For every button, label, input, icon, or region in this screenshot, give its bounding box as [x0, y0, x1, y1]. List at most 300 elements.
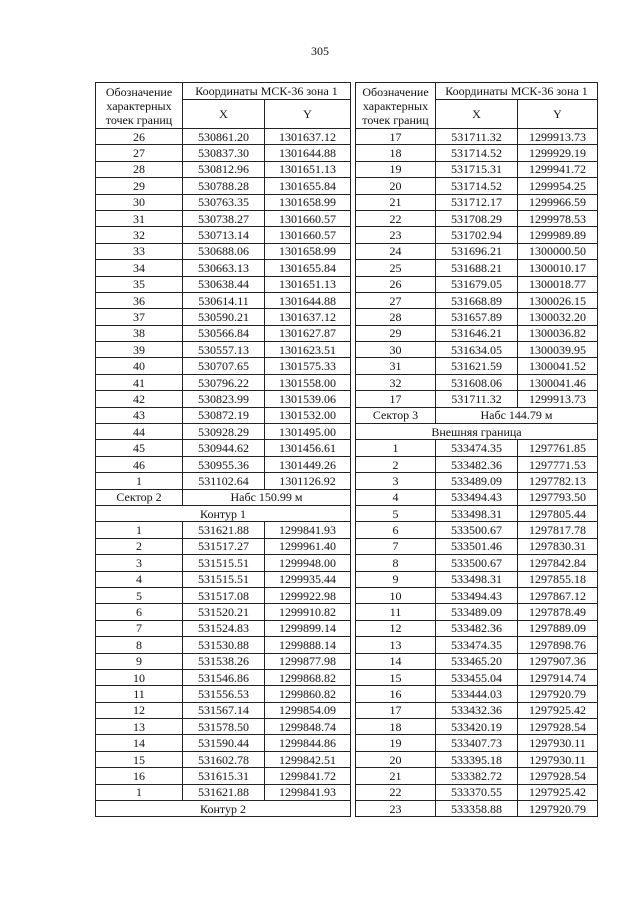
coord-x: 531657.89	[436, 309, 518, 325]
table-row	[356, 686, 598, 702]
coord-y: 1301495.00	[265, 424, 351, 440]
table-row	[96, 260, 351, 276]
header-designation: Обозначение характерных точек границ	[96, 83, 183, 129]
table-row	[96, 571, 351, 587]
point-number: 21	[356, 194, 436, 210]
coord-x: 530713.14	[183, 227, 265, 243]
point-number: 3	[356, 473, 436, 489]
coord-x: 531602.78	[183, 751, 265, 767]
coord-y: 1297855.18	[518, 571, 598, 587]
coord-x: 530928.29	[183, 424, 265, 440]
sector-label: Сектор 2	[96, 489, 183, 505]
sector-row	[96, 489, 351, 505]
sector-area: Набс 144.79 м	[436, 407, 598, 423]
point-number: 22	[356, 210, 436, 226]
coord-x: 531524.83	[183, 620, 265, 636]
coord-x: 530566.84	[183, 325, 265, 341]
coord-y: 1299913.73	[518, 129, 598, 145]
table-row	[96, 587, 351, 603]
table-body-left	[96, 129, 351, 817]
table-row	[356, 210, 598, 226]
coord-y: 1301644.88	[265, 292, 351, 308]
point-number: 6	[96, 604, 183, 620]
coord-x: 533494.43	[436, 587, 518, 603]
coord-y: 1299899.14	[265, 620, 351, 636]
coord-y: 1297771.53	[518, 456, 598, 472]
table-row	[356, 768, 598, 784]
coord-x: 533474.35	[436, 440, 518, 456]
point-number: 29	[356, 325, 436, 341]
table-row	[96, 702, 351, 718]
coord-y: 1300026.15	[518, 292, 598, 308]
table-row	[356, 276, 598, 292]
coord-x: 530663.13	[183, 260, 265, 276]
table-row	[96, 194, 351, 210]
table-row	[356, 505, 598, 521]
point-number: 45	[96, 440, 183, 456]
sector-label: Сектор 3	[356, 407, 436, 423]
table-row	[356, 145, 598, 161]
coord-x: 531517.08	[183, 587, 265, 603]
coord-y: 1301660.57	[265, 210, 351, 226]
point-number: 31	[356, 358, 436, 374]
point-number: 1	[96, 473, 183, 489]
coord-x: 531102.64	[183, 473, 265, 489]
coord-x: 533358.88	[436, 801, 518, 817]
point-number: 42	[96, 391, 183, 407]
coord-x: 533370.55	[436, 784, 518, 800]
coord-x: 531615.31	[183, 768, 265, 784]
coord-y: 1297907.36	[518, 653, 598, 669]
table-row	[96, 292, 351, 308]
coord-y: 1301456.61	[265, 440, 351, 456]
header-y: Y	[518, 100, 598, 129]
coord-x: 531520.21	[183, 604, 265, 620]
point-number: 7	[96, 620, 183, 636]
coord-x: 531517.27	[183, 538, 265, 554]
table-row	[356, 292, 598, 308]
coord-x: 531708.29	[436, 210, 518, 226]
header-designation: Обозначение характерных точек границ	[356, 83, 436, 129]
table-row	[96, 620, 351, 636]
table-row	[356, 178, 598, 194]
header-x: X	[183, 100, 265, 129]
coord-x: 530872.19	[183, 407, 265, 423]
coord-y: 1299989.89	[518, 227, 598, 243]
table-row	[356, 653, 598, 669]
coord-x: 530557.13	[183, 342, 265, 358]
point-number: 1	[96, 784, 183, 800]
table-row	[96, 178, 351, 194]
coord-x: 531712.17	[436, 194, 518, 210]
coord-x: 531530.88	[183, 637, 265, 653]
coord-x: 533382.72	[436, 768, 518, 784]
table-row	[96, 129, 351, 145]
coord-y: 1300041.46	[518, 374, 598, 390]
point-number: 37	[96, 309, 183, 325]
coord-y: 1299948.00	[265, 555, 351, 571]
table-row	[356, 473, 598, 489]
point-number: 35	[96, 276, 183, 292]
table-row	[356, 719, 598, 735]
coord-y: 1301575.33	[265, 358, 351, 374]
table-row	[96, 473, 351, 489]
point-number: 16	[356, 686, 436, 702]
point-number: 5	[356, 505, 436, 521]
header-coordinates: Координаты МСК-36 зона 1	[436, 83, 598, 100]
section-title: Внешняя граница	[356, 424, 598, 440]
coord-y: 1299860.82	[265, 686, 351, 702]
coord-y: 1301126.92	[265, 473, 351, 489]
table-row	[356, 440, 598, 456]
coord-x: 533498.31	[436, 571, 518, 587]
table-row	[356, 522, 598, 538]
point-number: 24	[356, 243, 436, 259]
coord-x: 533489.09	[436, 473, 518, 489]
coord-x: 531515.51	[183, 571, 265, 587]
coord-x: 531567.14	[183, 702, 265, 718]
coord-y: 1297928.54	[518, 768, 598, 784]
coord-x: 530944.62	[183, 440, 265, 456]
point-number: 46	[96, 456, 183, 472]
point-number: 30	[356, 342, 436, 358]
coord-y: 1299935.44	[265, 571, 351, 587]
coord-x: 530688.06	[183, 243, 265, 259]
point-number: 1	[356, 440, 436, 456]
point-number: 17	[356, 702, 436, 718]
point-number: 19	[356, 735, 436, 751]
table-row	[96, 407, 351, 423]
coord-y: 1299913.73	[518, 391, 598, 407]
table-row	[356, 702, 598, 718]
coord-y: 1300010.17	[518, 260, 598, 276]
coord-y: 1299848.74	[265, 719, 351, 735]
header-coordinates: Координаты МСК-36 зона 1	[183, 83, 351, 100]
table-row	[96, 243, 351, 259]
coord-y: 1299841.93	[265, 784, 351, 800]
table-row	[356, 161, 598, 177]
coord-x: 533482.36	[436, 456, 518, 472]
coord-x: 530638.44	[183, 276, 265, 292]
coord-x: 533482.36	[436, 620, 518, 636]
coord-y: 1299954.25	[518, 178, 598, 194]
coord-y: 1301449.26	[265, 456, 351, 472]
table-row	[356, 538, 598, 554]
coord-x: 531556.53	[183, 686, 265, 702]
point-number: 43	[96, 407, 183, 423]
table-row	[96, 555, 351, 571]
coord-x: 531711.32	[436, 129, 518, 145]
table-row	[96, 669, 351, 685]
coord-y: 1299841.93	[265, 522, 351, 538]
table-row	[356, 801, 598, 817]
table-row	[356, 358, 598, 374]
table-row	[96, 653, 351, 669]
coord-y: 1297928.54	[518, 719, 598, 735]
coord-y: 1297930.11	[518, 735, 598, 751]
coord-x: 533407.73	[436, 735, 518, 751]
coord-y: 1299941.72	[518, 161, 598, 177]
point-number: 20	[356, 178, 436, 194]
point-number: 11	[356, 604, 436, 620]
point-number: 18	[356, 145, 436, 161]
coord-y: 1301660.57	[265, 227, 351, 243]
table-row	[96, 325, 351, 341]
coord-x: 533500.67	[436, 522, 518, 538]
coord-y: 1300036.82	[518, 325, 598, 341]
point-number: 28	[96, 161, 183, 177]
point-number: 15	[356, 669, 436, 685]
coordinates-table-left	[95, 82, 351, 817]
coord-x: 530788.28	[183, 178, 265, 194]
coord-x: 530590.21	[183, 309, 265, 325]
coord-x: 533444.03	[436, 686, 518, 702]
table-row	[356, 456, 598, 472]
point-number: 11	[96, 686, 183, 702]
point-number: 16	[96, 768, 183, 784]
table-row	[356, 374, 598, 390]
point-number: 25	[356, 260, 436, 276]
coord-y: 1301658.99	[265, 243, 351, 259]
coord-x: 531702.94	[436, 227, 518, 243]
coord-y: 1297914.74	[518, 669, 598, 685]
coord-y: 1297898.76	[518, 637, 598, 653]
table-row	[356, 571, 598, 587]
point-number: 23	[356, 227, 436, 243]
coord-x: 531714.52	[436, 178, 518, 194]
coord-y: 1297889.09	[518, 620, 598, 636]
coord-x: 533489.09	[436, 604, 518, 620]
point-number: 32	[96, 227, 183, 243]
table-row	[96, 374, 351, 390]
coord-y: 1297793.50	[518, 489, 598, 505]
coord-x: 530955.36	[183, 456, 265, 472]
coord-x: 531590.44	[183, 735, 265, 751]
coord-x: 531711.32	[436, 391, 518, 407]
coord-y: 1301651.13	[265, 161, 351, 177]
coord-x: 533420.19	[436, 719, 518, 735]
table-row	[356, 260, 598, 276]
coord-x: 531621.88	[183, 784, 265, 800]
coord-y: 1301558.00	[265, 374, 351, 390]
table-row	[356, 669, 598, 685]
table-row	[96, 227, 351, 243]
coord-y: 1299929.19	[518, 145, 598, 161]
coord-y: 1301655.84	[265, 178, 351, 194]
table-row	[96, 719, 351, 735]
table-row	[96, 276, 351, 292]
section-row	[356, 424, 598, 440]
coord-x: 531538.26	[183, 653, 265, 669]
point-number: 19	[356, 161, 436, 177]
coord-y: 1299966.59	[518, 194, 598, 210]
coord-y: 1301655.84	[265, 260, 351, 276]
coord-y: 1301637.12	[265, 129, 351, 145]
coord-y: 1299844.86	[265, 735, 351, 751]
table-row	[356, 587, 598, 603]
coord-x: 533498.31	[436, 505, 518, 521]
point-number: 27	[96, 145, 183, 161]
coord-y: 1299961.40	[265, 538, 351, 554]
coord-x: 531715.31	[436, 161, 518, 177]
section-row	[96, 801, 351, 817]
point-number: 34	[96, 260, 183, 276]
point-number: 26	[356, 276, 436, 292]
point-number: 14	[356, 653, 436, 669]
coord-y: 1300039.95	[518, 342, 598, 358]
coord-y: 1297805.44	[518, 505, 598, 521]
coord-y: 1297867.12	[518, 587, 598, 603]
coord-y: 1301627.87	[265, 325, 351, 341]
table-row	[356, 342, 598, 358]
point-number: 17	[356, 391, 436, 407]
point-number: 13	[96, 719, 183, 735]
point-number: 2	[356, 456, 436, 472]
point-number: 10	[96, 669, 183, 685]
coord-x: 530738.27	[183, 210, 265, 226]
header-x: X	[436, 100, 518, 129]
table-row	[356, 129, 598, 145]
coord-y: 1301539.06	[265, 391, 351, 407]
coord-x: 531621.88	[183, 522, 265, 538]
point-number: 44	[96, 424, 183, 440]
coord-y: 1297830.31	[518, 538, 598, 554]
point-number: 38	[96, 325, 183, 341]
coord-x: 533432.36	[436, 702, 518, 718]
point-number: 21	[356, 768, 436, 784]
coord-x: 531578.50	[183, 719, 265, 735]
coord-y: 1301623.51	[265, 342, 351, 358]
table-row	[356, 489, 598, 505]
section-title: Контур 2	[96, 801, 351, 817]
point-number: 28	[356, 309, 436, 325]
table-row	[356, 604, 598, 620]
table-row	[356, 735, 598, 751]
point-number: 3	[96, 555, 183, 571]
coord-x: 533474.35	[436, 637, 518, 653]
coord-x: 531668.89	[436, 292, 518, 308]
coord-y: 1301644.88	[265, 145, 351, 161]
table-row	[356, 325, 598, 341]
header-y: Y	[265, 100, 351, 129]
table-row	[96, 735, 351, 751]
table-row	[96, 538, 351, 554]
coord-x: 531515.51	[183, 555, 265, 571]
point-number: 5	[96, 587, 183, 603]
table-row	[96, 424, 351, 440]
table-row	[356, 391, 598, 407]
coord-y: 1299888.14	[265, 637, 351, 653]
coord-y: 1300032.20	[518, 309, 598, 325]
coord-y: 1299868.82	[265, 669, 351, 685]
table-row	[96, 522, 351, 538]
coord-x: 531714.52	[436, 145, 518, 161]
coord-y: 1297878.49	[518, 604, 598, 620]
coord-x: 530837.30	[183, 145, 265, 161]
coord-x: 530614.11	[183, 292, 265, 308]
coord-x: 531696.21	[436, 243, 518, 259]
coord-x: 531621.59	[436, 358, 518, 374]
table-row	[96, 456, 351, 472]
coord-x: 530861.20	[183, 129, 265, 145]
table-row	[96, 768, 351, 784]
coord-y: 1299854.09	[265, 702, 351, 718]
point-number: 31	[96, 210, 183, 226]
coord-x: 531608.06	[436, 374, 518, 390]
table-row	[96, 145, 351, 161]
point-number: 17	[356, 129, 436, 145]
table-row	[356, 194, 598, 210]
table-row	[96, 604, 351, 620]
table-row	[96, 358, 351, 374]
point-number: 27	[356, 292, 436, 308]
coord-x: 531646.21	[436, 325, 518, 341]
point-number: 1	[96, 522, 183, 538]
coord-y: 1301532.00	[265, 407, 351, 423]
point-number: 9	[356, 571, 436, 587]
coordinates-table-right	[355, 82, 598, 817]
table-row	[356, 243, 598, 259]
point-number: 4	[96, 571, 183, 587]
coord-y: 1297761.85	[518, 440, 598, 456]
table-row	[96, 751, 351, 767]
coord-y: 1297920.79	[518, 686, 598, 702]
point-number: 33	[96, 243, 183, 259]
table-row	[356, 620, 598, 636]
coord-x: 531688.21	[436, 260, 518, 276]
coord-y: 1297782.13	[518, 473, 598, 489]
coord-y: 1297930.11	[518, 751, 598, 767]
coord-y: 1299910.82	[265, 604, 351, 620]
table-row	[356, 227, 598, 243]
coord-y: 1297925.42	[518, 784, 598, 800]
point-number: 12	[356, 620, 436, 636]
coord-y: 1300018.77	[518, 276, 598, 292]
table-row	[356, 637, 598, 653]
table-row	[356, 555, 598, 571]
table-row	[96, 637, 351, 653]
table-row	[356, 751, 598, 767]
point-number: 40	[96, 358, 183, 374]
point-number: 6	[356, 522, 436, 538]
coord-y: 1301651.13	[265, 276, 351, 292]
table-row	[96, 440, 351, 456]
point-number: 18	[356, 719, 436, 735]
point-number: 26	[96, 129, 183, 145]
point-number: 23	[356, 801, 436, 817]
point-number: 30	[96, 194, 183, 210]
coord-x: 531634.05	[436, 342, 518, 358]
table-row	[96, 342, 351, 358]
coord-x: 533395.18	[436, 751, 518, 767]
point-number: 41	[96, 374, 183, 390]
point-number: 12	[96, 702, 183, 718]
point-number: 36	[96, 292, 183, 308]
coord-x: 533465.20	[436, 653, 518, 669]
table-row	[356, 309, 598, 325]
coord-x: 531546.86	[183, 669, 265, 685]
sector-area: Набс 150.99 м	[183, 489, 351, 505]
coord-x: 533494.43	[436, 489, 518, 505]
point-number: 8	[356, 555, 436, 571]
coord-x: 530812.96	[183, 161, 265, 177]
coord-y: 1299841.72	[265, 768, 351, 784]
coord-y: 1299978.53	[518, 210, 598, 226]
table-row	[96, 161, 351, 177]
point-number: 39	[96, 342, 183, 358]
sector-row	[356, 407, 598, 423]
table-row	[356, 784, 598, 800]
